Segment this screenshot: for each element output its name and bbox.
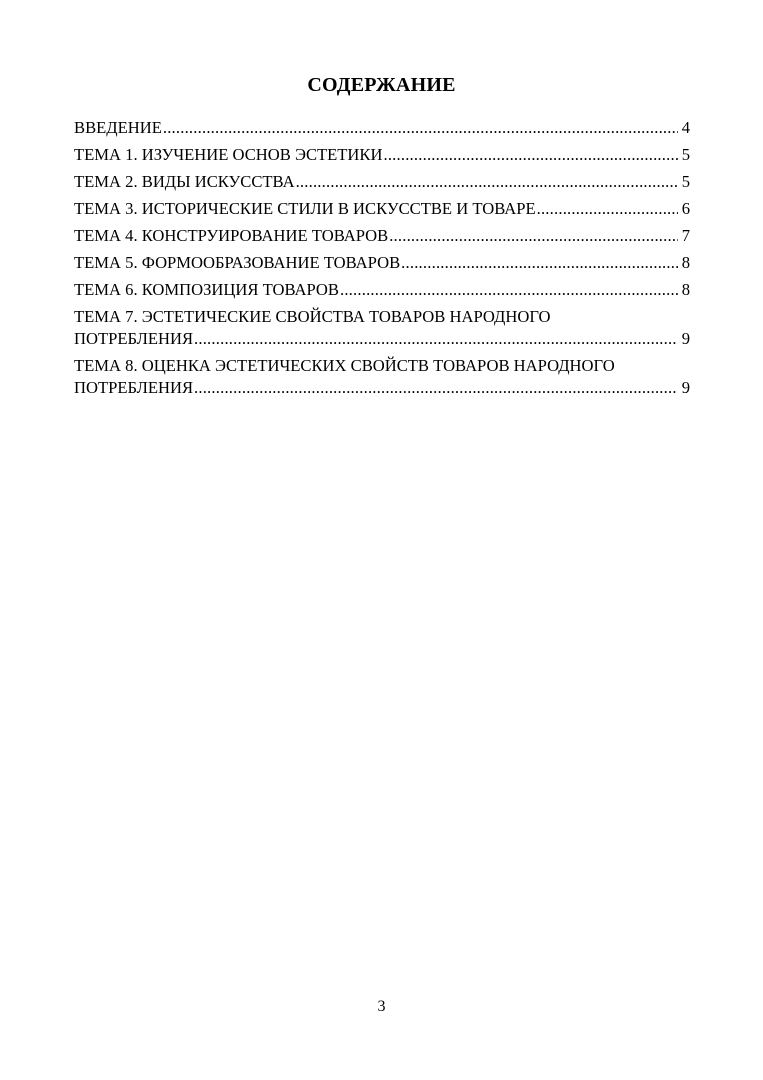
toc-dot-leader [194, 377, 678, 399]
toc-page-number: 6 [681, 199, 690, 218]
toc-line [74, 279, 690, 301]
toc-entry-topic-2[interactable] [74, 171, 690, 193]
toc-entry-topic-6[interactable] [74, 279, 690, 301]
toc-page-number: 8 [681, 280, 690, 299]
toc-line [74, 144, 690, 166]
toc-line [74, 225, 690, 247]
toc-line [74, 117, 690, 139]
toc-dot-leader [296, 171, 678, 193]
toc-entry-topic-8[interactable] [74, 355, 690, 399]
toc-dot-leader [389, 225, 678, 247]
toc-entry-topic-5[interactable] [74, 252, 690, 274]
toc-dot-leader [537, 198, 678, 220]
toc-entry-title: ВВЕДЕНИЕ [74, 118, 162, 137]
page-title: СОДЕРЖАНИЕ [307, 74, 456, 96]
toc-entry-topic-4[interactable] [74, 225, 690, 247]
page-number: 3 [377, 998, 386, 1015]
toc-entry-title-line-2: ПОТРЕБЛЕНИЯ [74, 329, 194, 348]
toc-page-number: 5 [681, 145, 690, 164]
toc-entry-topic-7[interactable] [74, 306, 690, 350]
toc-entry-title: ТЕМА 2. ВИДЫ ИСКУССТВА [74, 172, 295, 191]
toc-line [74, 171, 690, 193]
toc-entry-title-line-1: ТЕМА 8. ОЦЕНКА ЭСТЕТИЧЕСКИХ СВОЙСТВ ТОВАРОВ НАРОДНОГО [74, 356, 615, 375]
toc-dot-leader [383, 144, 678, 166]
toc-line [74, 377, 690, 399]
toc-line [74, 198, 690, 220]
toc-dot-leader [340, 279, 678, 301]
toc-page-number: 5 [681, 172, 690, 191]
toc-entry-title: ТЕМА 5. ФОРМООБРАЗОВАНИЕ ТОВАРОВ [74, 253, 401, 272]
toc-entry-title: ТЕМА 4. КОНСТРУИРОВАНИЕ ТОВАРОВ [74, 226, 389, 245]
toc-entry-title-line-2: ПОТРЕБЛЕНИЯ [74, 378, 194, 397]
toc-dot-leader [163, 117, 678, 139]
toc-page-number: 9 [681, 329, 690, 348]
toc-entry-topic-1[interactable] [74, 144, 690, 166]
toc-line [74, 252, 690, 274]
toc-page-number: 8 [681, 253, 690, 272]
toc-page-number: 9 [681, 378, 690, 397]
toc-page-number: 4 [681, 118, 690, 137]
toc-entry-introduction[interactable] [74, 117, 690, 139]
toc-page-number: 7 [681, 226, 690, 245]
toc-entry-title-line-1: ТЕМА 7. ЭСТЕТИЧЕСКИЕ СВОЙСТВА ТОВАРОВ НАРОДНОГО [74, 307, 551, 326]
toc-entry-title: ТЕМА 3. ИСТОРИЧЕСКИЕ СТИЛИ В ИСКУССТВЕ И ТОВАРЕ [74, 199, 536, 218]
toc-line [74, 328, 690, 350]
table-of-contents [74, 117, 690, 404]
toc-entry-title: ТЕМА 6. КОМПОЗИЦИЯ ТОВАРОВ [74, 280, 339, 299]
toc-entry-title: ТЕМА 1. ИЗУЧЕНИЕ ОСНОВ ЭСТЕТИКИ [74, 145, 383, 164]
toc-dot-leader [401, 252, 678, 274]
toc-dot-leader [194, 328, 678, 350]
toc-entry-topic-3[interactable] [74, 198, 690, 220]
